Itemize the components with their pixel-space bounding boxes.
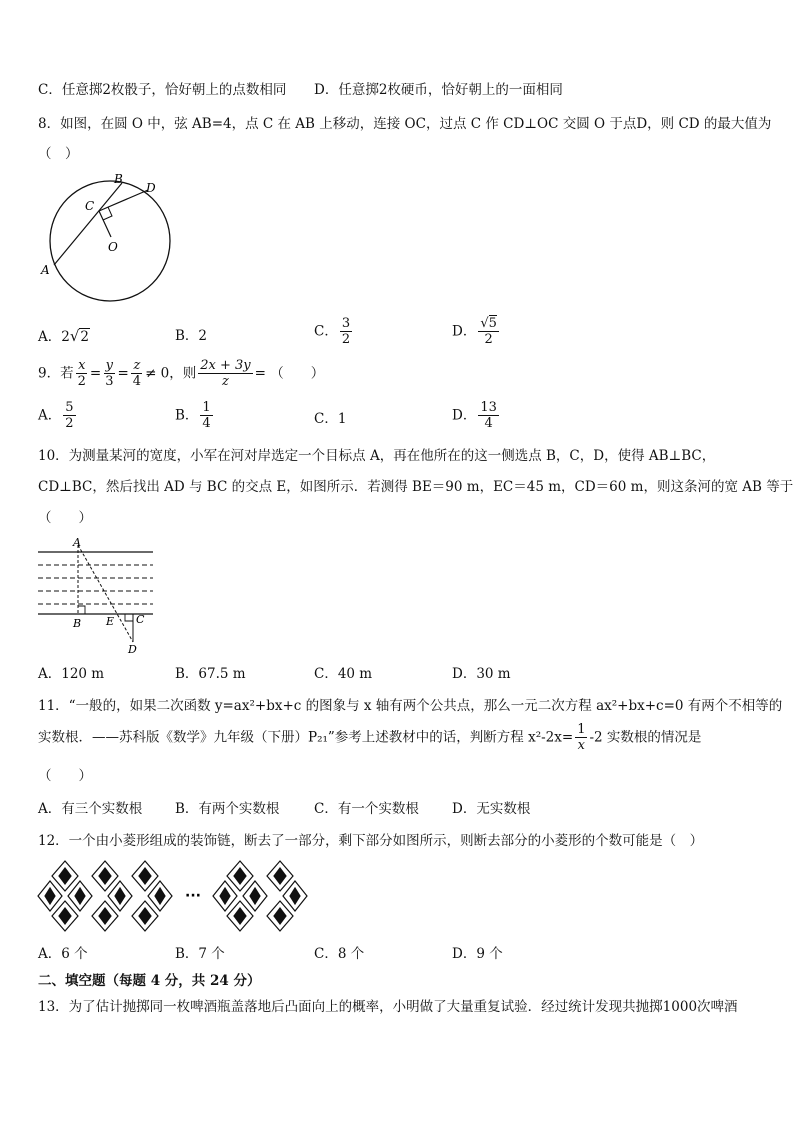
q10-fig-label-b: B xyxy=(73,617,82,630)
q8-option-a: A．2√2 xyxy=(38,327,89,345)
q11-stem-line1: 11．“一般的，如果二次函数 y=ax²+bx+c 的图象与 x 轴有两个公共点，那么一元二次方程 ax²+bx+c=0 有两个不相等的 xyxy=(38,698,783,714)
q12-ellipsis: ··· xyxy=(185,888,201,904)
q8-stem: 8．如图，在圆 O 中，弦 AB=4，点 C 在 AB 上移动，连接 OC，过点 C 作 CD⊥OC 交圆 O 于点D，则 CD 的最大值为 xyxy=(38,116,772,132)
section-title-fill-in: 二、填空题（每题 4 分，共 24 分） xyxy=(38,973,261,989)
q9-option-d: D． $\frac{13}{4}$ xyxy=(452,400,497,431)
q12-option-c: C．8 个 xyxy=(314,946,365,962)
q10-stem-line1: 10．为测量某河的宽度，小军在河对岸选定一个目标点 A，再在他所在的这一侧选点 B，C，D，使得 AB⊥BC， xyxy=(38,448,716,464)
q11-stem-line2: 实数根．——苏科版《数学》九年级（下册）P₂₁”参考上述教材中的话，判断方程 x²-2x= $\frac{1}{x}$ -2 实数根的情况是 xyxy=(38,722,702,753)
q12-rhombus-chain-figure xyxy=(40,856,320,936)
q10-option-d: D．30 m xyxy=(452,666,511,682)
q11-option-a: A．有三个实数根 xyxy=(38,801,143,817)
q10-stem-line2: CD⊥BC，然后找出 AD 与 BC 的交点 E，如图所示．若测得 BE＝90 m，EC＝45 m，CD＝60 m，则这条河的宽 AB 等于 xyxy=(38,479,794,495)
q7-option-d: D．任意掷2枚硬币，恰好朝上的一面相同 xyxy=(314,82,563,98)
q10-fig-label-d: D xyxy=(128,643,137,656)
q8-fig-label-c: C xyxy=(85,199,95,213)
q11-paren: （ ） xyxy=(38,768,92,784)
q8-fig-label-b: B xyxy=(114,172,123,186)
q9-stem: 9．若 $\frac{x}{2}$ = $\frac{y}{3}$ = $\frac{z}{4}$ ≠ 0，则 $\frac{2x + 3y}{z}$ = （ ） xyxy=(38,358,325,389)
q12-option-d: D．9 个 xyxy=(452,946,503,962)
q8-fig-label-d: D xyxy=(146,181,156,195)
q9-option-b: B． $\frac{1}{4}$ xyxy=(175,400,211,431)
q9-option-c: C．1 xyxy=(314,411,347,427)
q8-circle-figure xyxy=(30,170,190,320)
q8-option-b: B．2 xyxy=(175,328,208,344)
q11-option-d: D．无实数根 xyxy=(452,801,531,817)
q9-option-a: A． $\frac{5}{2}$ xyxy=(38,400,74,431)
q12-option-b: B．7 个 xyxy=(175,946,225,962)
q11-option-c: C．有一个实数根 xyxy=(314,801,419,817)
q10-paren: （ ） xyxy=(38,510,92,526)
q10-option-a: A．120 m xyxy=(38,666,105,682)
q10-river-figure xyxy=(36,536,160,658)
q8-paren: （ ） xyxy=(38,146,79,162)
rhombus-group-right xyxy=(213,861,307,931)
q12-option-a: A．6 个 xyxy=(38,946,88,962)
q10-option-c: C．40 m xyxy=(314,666,373,682)
q10-option-b: B．67.5 m xyxy=(175,666,246,682)
q12-stem: 12．一个由小菱形组成的装饰链，断去了一部分，剩下部分如图所示，则断去部分的小菱形的个数可能是（ ） xyxy=(38,833,704,849)
q10-fig-label-c: C xyxy=(136,613,145,626)
q8-option-c: C． $\frac{3}{2}$ xyxy=(314,316,351,347)
rhombus-group-left xyxy=(38,861,172,931)
q10-fig-label-e: E xyxy=(106,615,115,628)
q8-fig-label-a: A xyxy=(41,263,50,277)
q7-option-c: C．任意掷2枚骰子，恰好朝上的点数相同 xyxy=(38,82,287,98)
q13-stem: 13．为了估计抛掷同一枚啤酒瓶盖落地后凸面向上的概率，小明做了大量重复试验．经过统计发现共抛掷1000次啤酒 xyxy=(38,999,738,1015)
q11-option-b: B．有两个实数根 xyxy=(175,801,280,817)
q8-fig-label-o: O xyxy=(108,240,118,254)
q8-option-d: D． $\frac{√5}{2}$ xyxy=(452,316,497,347)
q10-fig-label-a: A xyxy=(73,536,81,549)
